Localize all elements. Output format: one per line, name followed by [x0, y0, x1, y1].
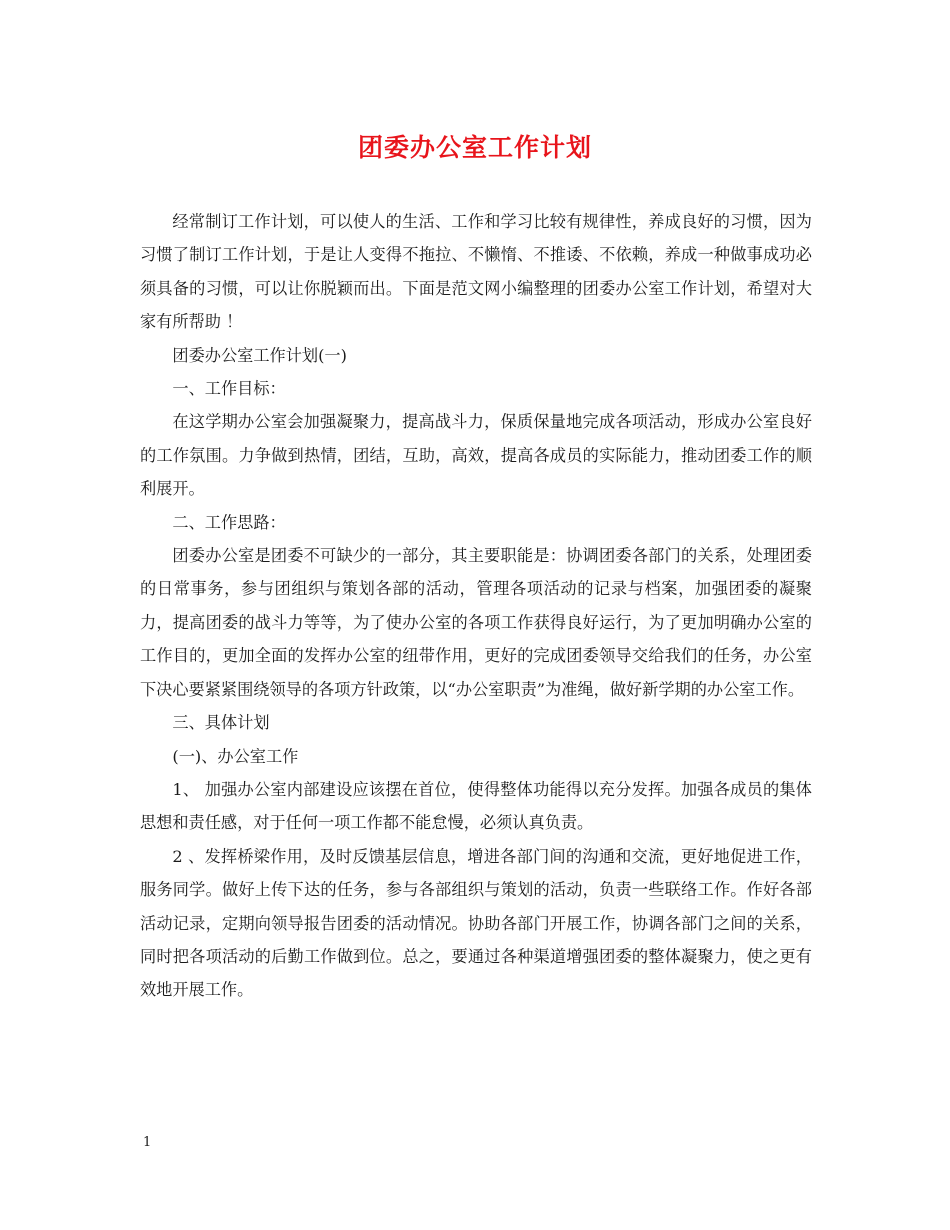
- intro-paragraph: 经常制订工作计划，可以使人的生活、工作和学习比较有规律性，养成良好的习惯，因为习惯了制订工作计划，于是让人变得不拖拉、不懒惰、不推诿、不依赖，养成一种做事成功必须具备的习惯，可以让你脱颖而出。下面是范文网小编整理的团委办公室工作计划，希望对大家有所帮助 ！: [140, 212, 812, 332]
- plan-item-1: 1、 加强办公室内部建设应该摆在首位，使得整体功能得以充分发挥。加强各成员的集体思想和责任感，对于任何一项工作都不能怠慢，必须认真负责。: [140, 779, 812, 833]
- plan-item-2: 2 、发挥桥梁作用，及时反馈基层信息，增进各部门间的沟通和交流，更好地促进工作，服务同学。做好上传下达的任务，参与各部组织与策划的活动，负责一些联络工作。作好各部活动记录，定期向领导报告团委的活动情况。协助各部门开展工作，协调各部门之间的关系，同时把各项活动的后勤工作做到位。总之，要通过各种渠道增强团委的整体凝聚力，使之更有效地开展工作。: [140, 846, 812, 1000]
- plan-heading: 团委办公室工作计划(一): [172, 345, 347, 365]
- section-heading-goals: 一、工作目标：: [172, 379, 286, 399]
- goals-paragraph: 在这学期办公室会加强凝聚力，提高战斗力，保质保量地完成各项活动，形成办公室良好的工作氛围。力争做到热情，团结，互助，高效，提高各成员的实际能力，推动团委工作的顺利展开。: [140, 412, 812, 499]
- section-heading-plan: 三、具体计划: [172, 713, 270, 733]
- section-heading-approach: 二、工作思路：: [172, 512, 286, 532]
- subsection-heading-office: (一)、办公室工作: [172, 746, 299, 766]
- document-body: [140, 205, 812, 1007]
- document-title: 团委办公室工作计划: [357, 133, 592, 162]
- page-number: 1: [143, 1135, 152, 1150]
- approach-paragraph: 团委办公室是团委不可缺少的一部分，其主要职能是：协调团委各部门的关系，处理团委的日常事务，参与团组织与策划各部的活动，管理各项活动的记录与档案，加强团委的凝聚力，提高团委的战斗力等等，为了使办公室的各项工作获得良好运行，为了更加明确办公室的工作目的，更加全面的发挥办公室的纽带作用，更好的完成团委领导交给我们的任务，办公室下决心要紧紧围绕领导的各项方针政策，以“办公室职责”为准绳，做好新学期的办公室工作。: [140, 546, 812, 699]
